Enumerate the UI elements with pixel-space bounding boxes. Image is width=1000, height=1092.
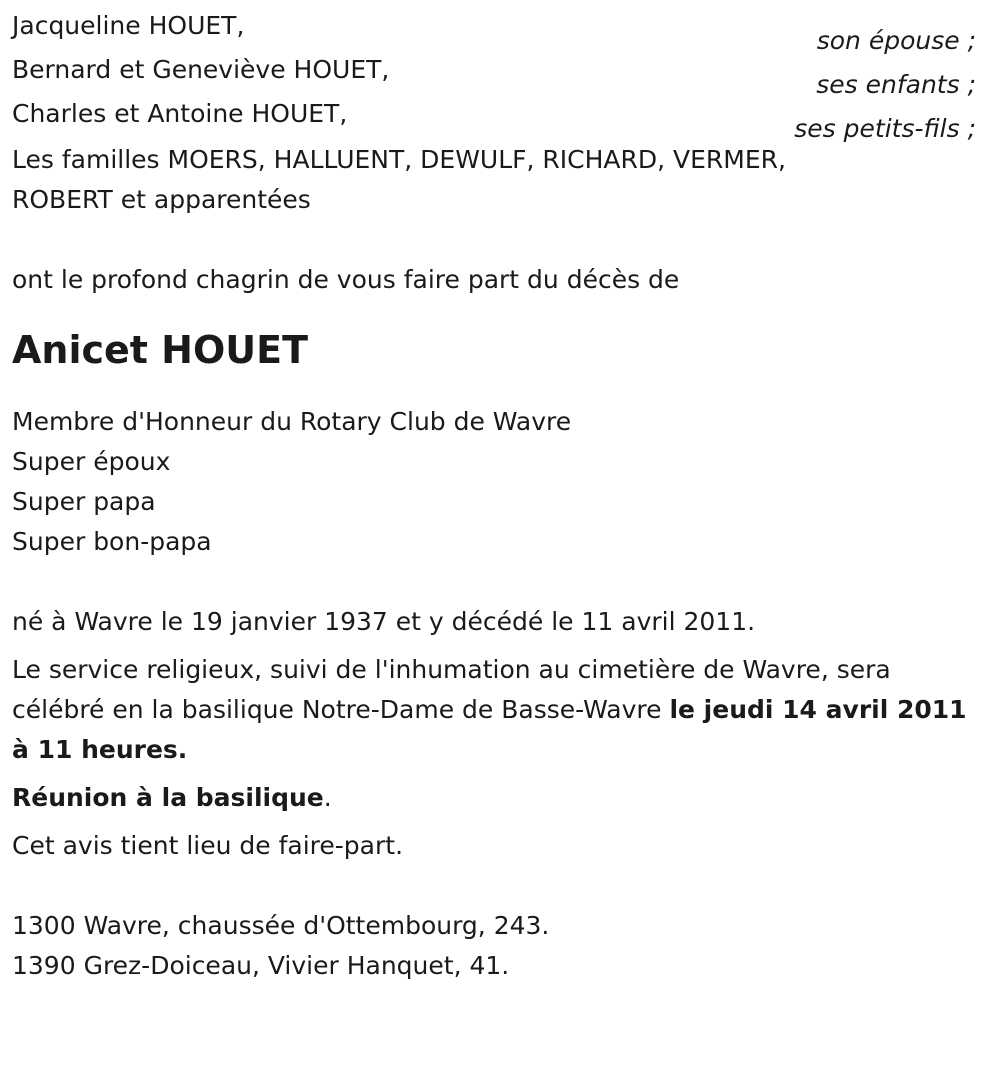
addresses-block xyxy=(12,906,988,986)
address-line: 1390 Grez-Doiceau, Vivier Hanquet, 41. xyxy=(12,951,510,980)
title-item: Super époux xyxy=(12,447,171,476)
birth-death-text: né à Wavre le 19 janvier 1937 et y décédé le 11 avril 2011. xyxy=(12,607,756,636)
mourner-block-children xyxy=(12,50,988,99)
title-item: Membre d'Honneur du Rotary Club de Wavre xyxy=(12,407,572,436)
title-item: Super bon-papa xyxy=(12,527,212,556)
mourner-name: Bernard et Geneviève HOUET, xyxy=(12,55,390,84)
families-block xyxy=(12,140,988,220)
mourner-role: ses petits-fils ; xyxy=(794,114,976,143)
families-line-1: Les familles MOERS, HALLUENT, DEWULF, RICHARD, VERMER, xyxy=(12,145,786,174)
meeting-text xyxy=(12,778,988,818)
obituary-notice xyxy=(0,6,1000,1092)
mourner-name: Jacqueline HOUET, xyxy=(12,11,245,40)
announcement-text: ont le profond chagrin de vous faire part du décès de xyxy=(12,265,680,294)
mourner-role: ses enfants ; xyxy=(816,70,976,99)
meeting-punctuation: . xyxy=(323,783,332,812)
mourner-role: son épouse ; xyxy=(816,26,976,55)
mourner-block-spouse xyxy=(12,6,988,55)
title-item: Super papa xyxy=(12,487,156,516)
mourner-name: Charles et Antoine HOUET, xyxy=(12,99,348,128)
meeting-place: Réunion à la basilique xyxy=(12,783,324,812)
notice-text: Cet avis tient lieu de faire-part. xyxy=(12,831,404,860)
families-line-2: ROBERT et apparentées xyxy=(12,185,311,214)
deceased-name: Anicet HOUET xyxy=(12,328,309,372)
service-text: Le service religieux, suivi de l'inhumation au cimetière de Wavre, sera célébré en la basilique Notre-Dame de Basse-Wavre xyxy=(12,655,891,724)
address-line: 1300 Wavre, chaussée d'Ottembourg, 243. xyxy=(12,911,550,940)
service-date-time: le jeudi 14 avril 2011 à 11 heures. xyxy=(12,695,967,764)
titles-list xyxy=(12,402,988,562)
service-paragraph xyxy=(12,650,988,770)
mourner-block-grandchildren xyxy=(12,94,988,143)
